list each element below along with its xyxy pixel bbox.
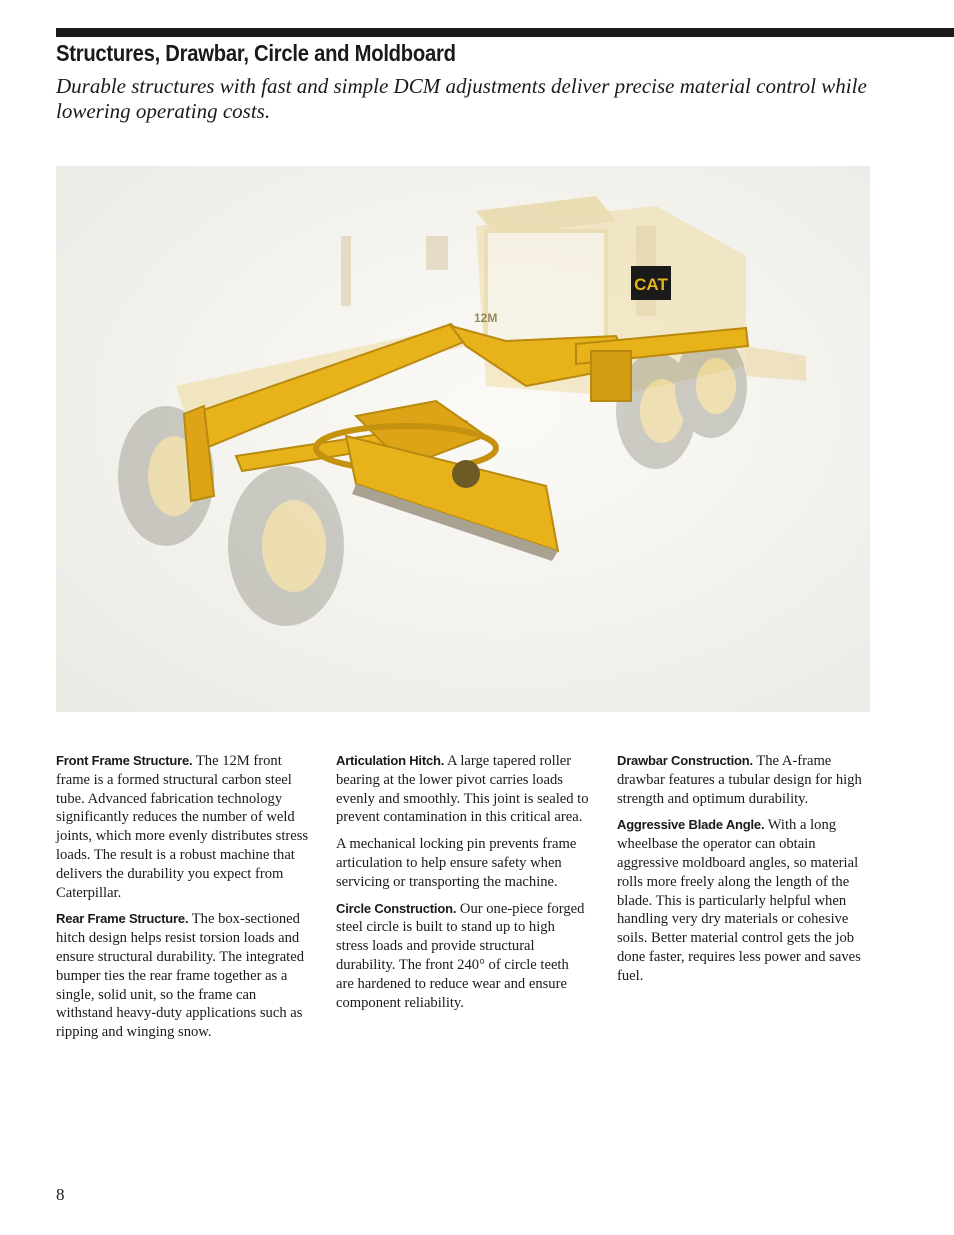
- text-column-3: [617, 752, 871, 994]
- circle-construction-paragraph: [336, 900, 590, 1013]
- locking-pin-body: A mechanical locking pin prevents frame articulation to help ensure safety when servicing or transporting the machine.: [336, 836, 577, 890]
- drawbar-construction-body: The A-frame drawbar features a tubular design for high strength and optimum durability.: [617, 753, 862, 807]
- cat-logo-badge: [631, 266, 671, 300]
- circle-construction-body: Our one-piece forged steel circle is built to stand up to high stress loads and provide structural durability. The front 240° of circle teeth are hardened to reduce wear and ensure component reliability.: [336, 900, 585, 1011]
- articulation-hitch-body: A large tapered roller bearing at the lower pivot carries loads evenly and smoothly. This joint is sealed to prevent contamination in this critical area.: [336, 753, 589, 826]
- header-rule: [56, 28, 954, 37]
- articulation-hitch-heading: Articulation Hitch.: [336, 753, 445, 768]
- locking-pin-paragraph: [336, 835, 590, 891]
- blade-angle-body: With a long wheelbase the operator can obtain aggressive moldboard angles, so material rolls more freely along the length of the blade. This is particularly helpful when handling very dry materials or cohesive soils. Better material control gets the job done faster, requires less power and saves fuel.: [617, 817, 861, 984]
- front-frame-paragraph: [56, 752, 310, 902]
- page-number: 8: [56, 1185, 65, 1204]
- front-frame-body: The 12M front frame is a formed structural carbon steel tube. Advanced fabrication technology significantly reduces the number of weld joints, which more evenly distributes stress loads. The result is a robust machine that delivers the durability you expect from Caterpillar.: [56, 753, 309, 901]
- drawbar-construction-paragraph: [617, 752, 871, 808]
- rear-frame-heading: Rear Frame Structure.: [56, 911, 189, 927]
- motor-grader-illustration: [56, 166, 870, 712]
- blade-angle-paragraph: [617, 816, 871, 985]
- page-subtitle: Durable structures with fast and simple DCM adjustments deliver precise material control while lowering operating costs.: [56, 74, 867, 123]
- articulation-hitch-paragraph: [336, 752, 590, 827]
- circle-construction-heading: Circle Construction.: [336, 900, 457, 916]
- drawbar-construction-heading: Drawbar Construction.: [617, 753, 753, 768]
- rear-frame-body: The box-sectioned hitch design helps resist torsion loads and ensure structural durability. The integrated bumper ties the rear frame together as a single, solid unit, so the frame can withstand heavy-duty applications such as ripping and winging snow.: [56, 911, 305, 1041]
- cat-logo-text: CAT: [634, 275, 668, 294]
- front-frame-heading: Front Frame Structure.: [56, 753, 193, 768]
- blade-angle-heading: Aggressive Blade Angle.: [617, 817, 765, 833]
- text-column-2: [336, 752, 590, 1020]
- model-label: 12M: [474, 311, 498, 325]
- page-title: Structures, Drawbar, Circle and Moldboard: [56, 40, 456, 66]
- rear-frame-paragraph: [56, 910, 310, 1042]
- text-column-1: [56, 752, 310, 1050]
